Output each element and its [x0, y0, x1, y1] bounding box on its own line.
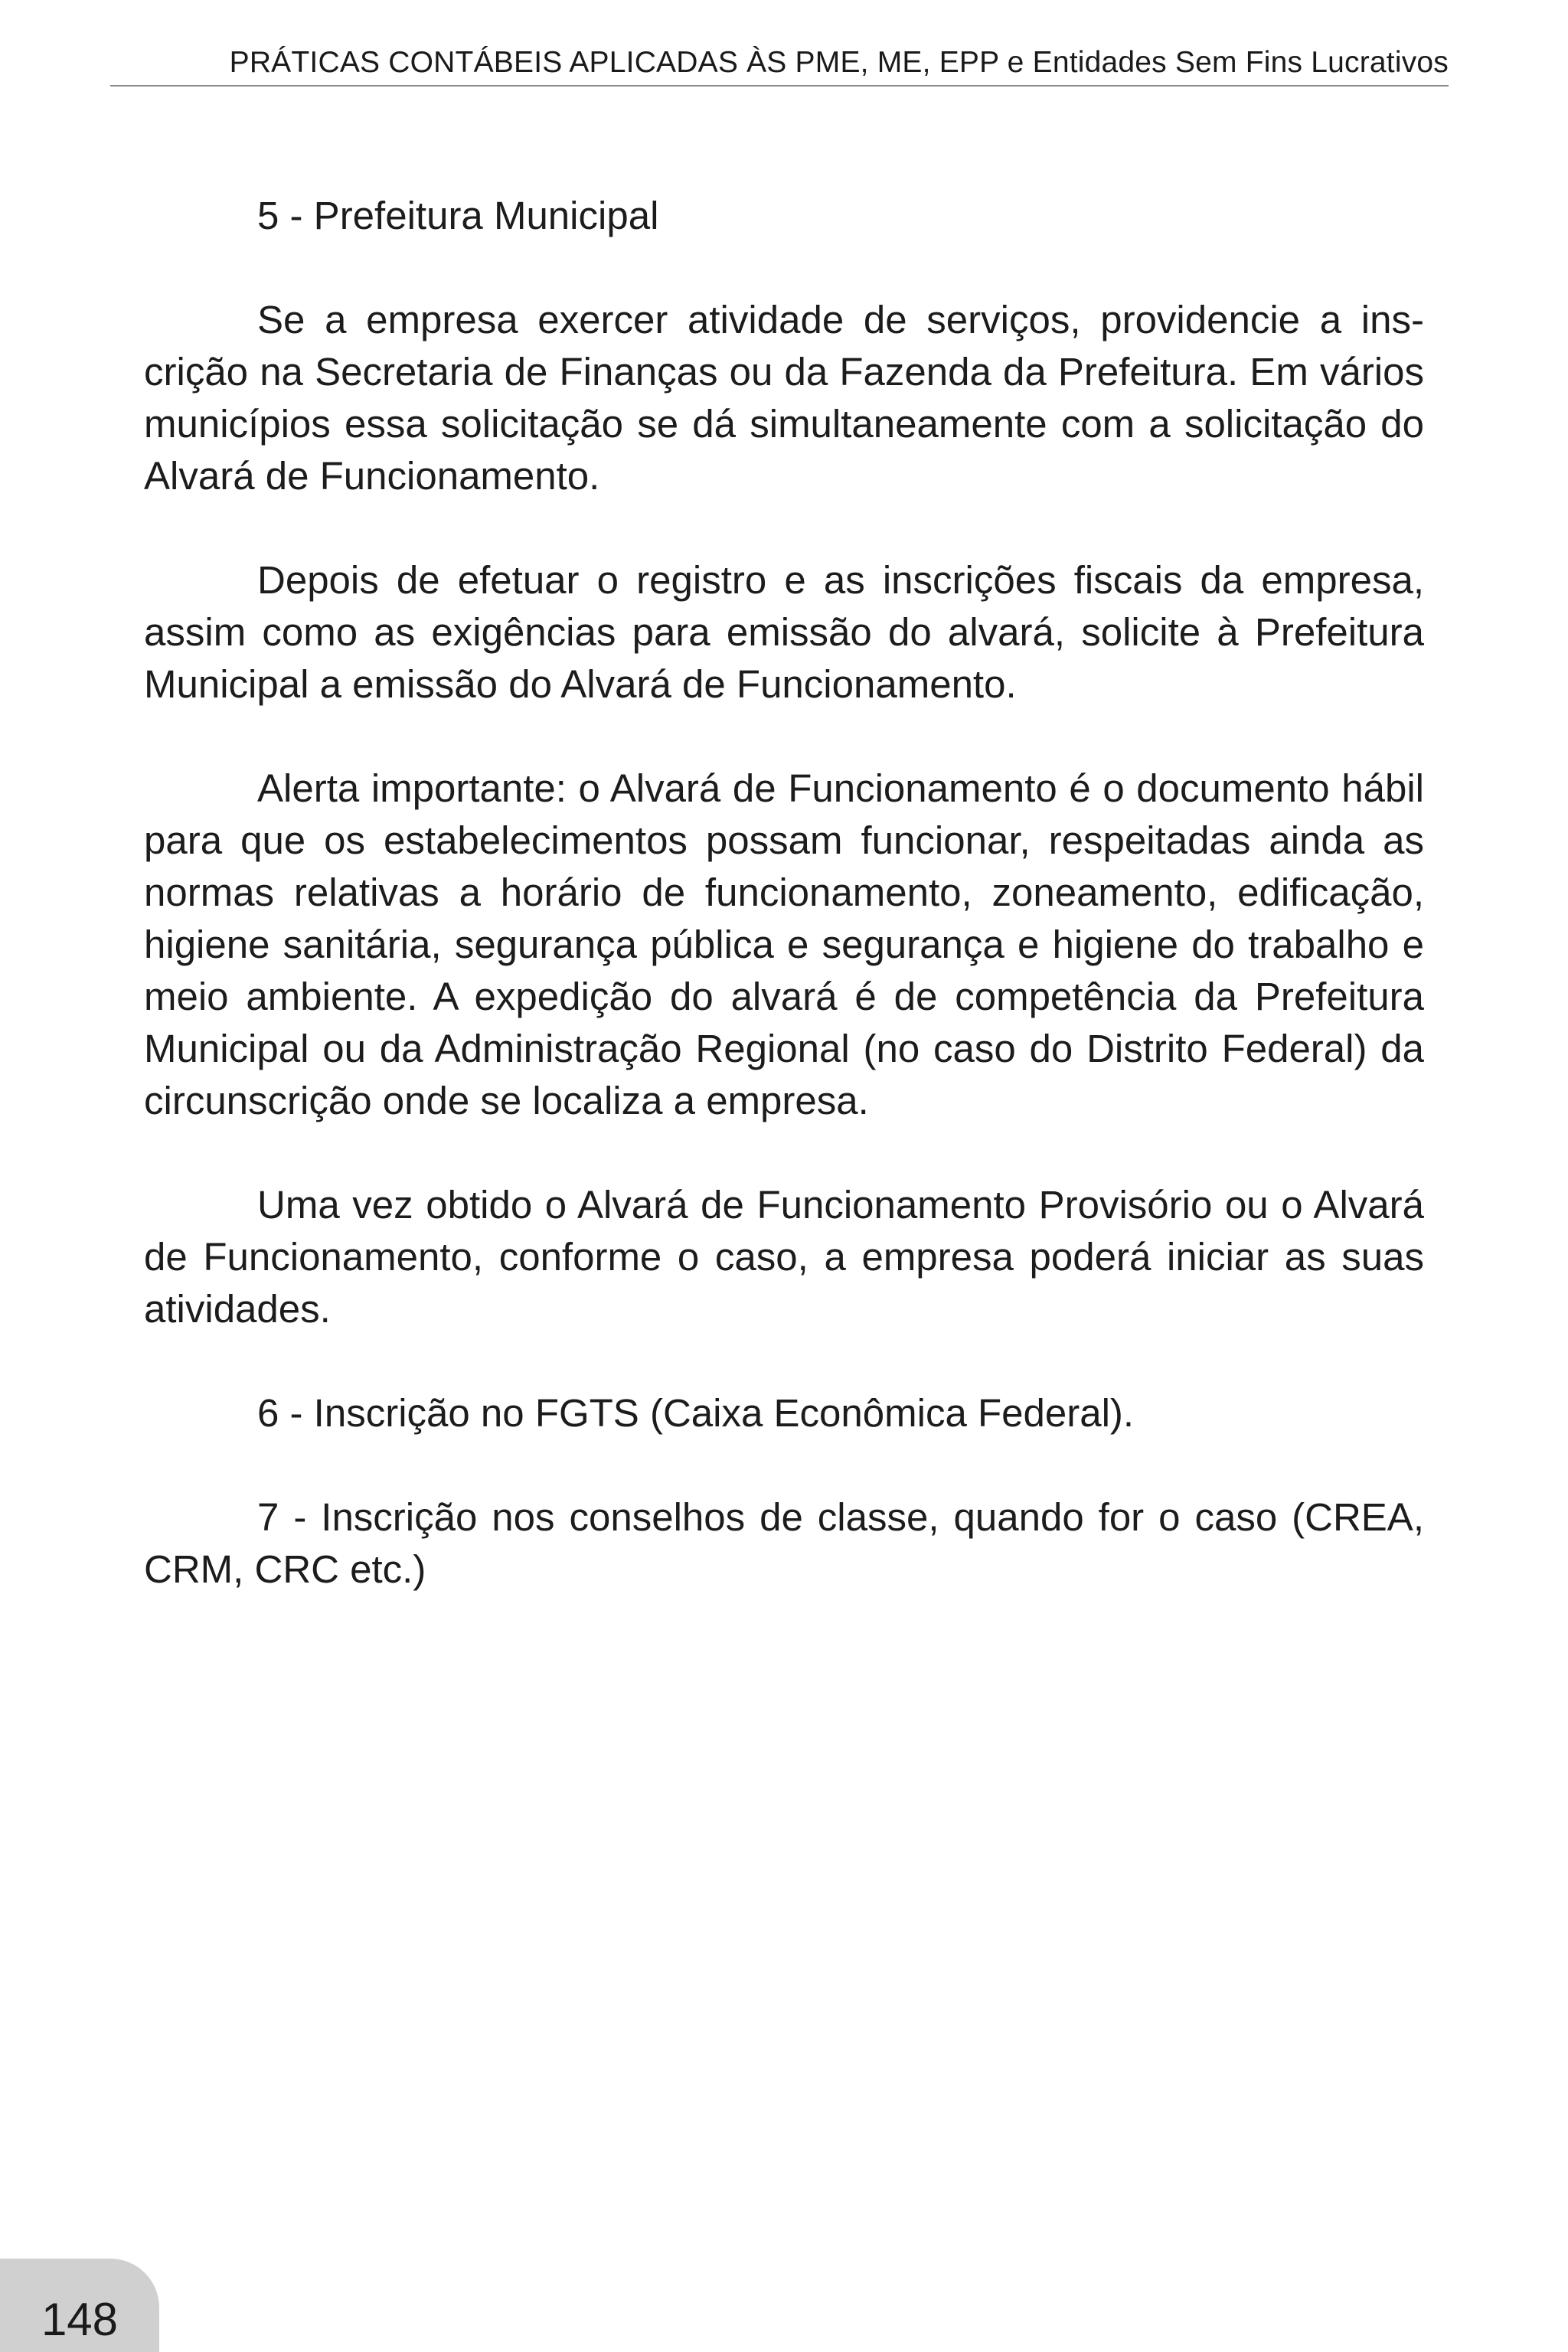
section-7-text: 7 - Inscrição nos conselhos de classe, quando for o caso (CREA, CRM, CRC etc.) [144, 1495, 1424, 1591]
paragraph-license-request: Depois de efetuar o registro e as inscrições fiscais da empresa, assim como as exigências para emissão do alvará, solicite à Prefeitura Municipal a emissão do Alvará de Funcionamento. [144, 558, 1424, 706]
header-divider [110, 85, 1449, 87]
page-body [144, 190, 1424, 1596]
page-number: 148 [41, 2294, 119, 2345]
paragraph-important-alert: Alerta importante: o Alvará de Funcionamento é o documento hábil para que os estabelecimentos possam funcionar, respeitadas ainda as normas relativas a horário de funcionamento, zoneamento, edificação, higiene sanitária, segurança pública e segurança e higiene do trabalho e meio ambiente. A expedição do alvará é de competência da Prefeitura Municipal ou da Administração Regional (no caso do Distrito Federal) da circunscrição onde se localiza a empresa. [144, 766, 1424, 1122]
section-5-heading: 5 - Prefeitura Municipal [257, 194, 659, 237]
running-header: PRÁTICAS CONTÁBEIS APLICADAS ÀS PME, ME, EPP e Entidades Sem Fins Lucrativos [229, 46, 1449, 79]
paragraph-start-activities: Uma vez obtido o Alvará de Funcionamento Provisório ou o Alvará de Funcionamento, conforme o caso, a empresa poderá iniciar as suas atividades. [144, 1183, 1424, 1331]
paragraph-services-registration: Se a empresa exercer atividade de serviços, providencie a inscrição na Secretaria de Finanças ou da Fazenda da Prefeitura. Em vários municípios essa solicitação se dá simultaneamente com a solicitação do Alvará de Funcionamento. [144, 298, 1424, 498]
section-6-heading: 6 - Inscrição no FGTS (Caixa Econômica Federal). [257, 1391, 1135, 1435]
